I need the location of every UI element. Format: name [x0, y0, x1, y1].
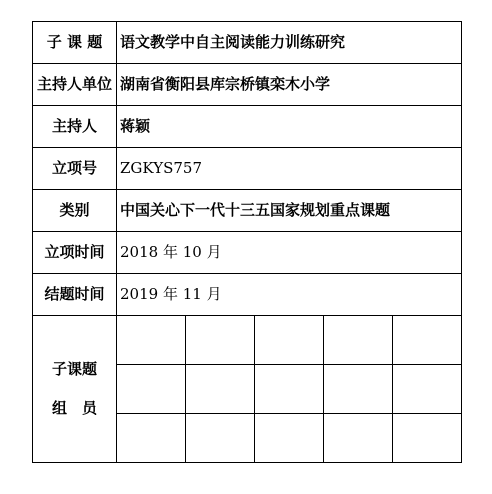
members-label — [33, 316, 117, 463]
subtopic-value: 语文教学中自主阅读能力训练研究 — [117, 22, 462, 64]
member-cell — [186, 365, 255, 414]
member-cell — [117, 414, 186, 463]
row-host-unit — [33, 64, 462, 106]
member-cell — [324, 365, 393, 414]
host-unit-label: 主持人单位 — [33, 64, 117, 106]
completion-date-value: 2019 年 11 月 — [117, 274, 462, 316]
member-cell — [393, 316, 462, 365]
member-cell — [324, 316, 393, 365]
members-row-1 — [33, 316, 462, 365]
members-label-line2: 组 员 — [51, 399, 97, 417]
row-project-number — [33, 148, 462, 190]
row-category — [33, 190, 462, 232]
row-completion-date — [33, 274, 462, 316]
member-cell — [393, 365, 462, 414]
member-cell — [324, 414, 393, 463]
member-cell — [255, 414, 324, 463]
host-label: 主持人 — [33, 106, 117, 148]
member-cell — [255, 316, 324, 365]
host-unit-value: 湖南省衡阳县库宗桥镇栾木小学 — [117, 64, 462, 106]
completion-date-label: 结题时间 — [33, 274, 117, 316]
row-subtopic — [33, 22, 462, 64]
subtopic-label: 子 课 题 — [33, 22, 117, 64]
member-cell — [393, 414, 462, 463]
project-number-label: 立项号 — [33, 148, 117, 190]
host-value: 蒋颖 — [117, 106, 462, 148]
row-approval-date — [33, 232, 462, 274]
approval-date-label: 立项时间 — [33, 232, 117, 274]
member-cell — [117, 316, 186, 365]
member-cell — [186, 316, 255, 365]
project-info-table — [32, 21, 462, 463]
row-host — [33, 106, 462, 148]
member-cell — [117, 365, 186, 414]
approval-date-value: 2018 年 10 月 — [117, 232, 462, 274]
project-number-value: ZGKYS757 — [117, 148, 462, 190]
member-cell — [255, 365, 324, 414]
category-value: 中国关心下一代十三五国家规划重点课题 — [117, 190, 462, 232]
category-label: 类别 — [33, 190, 117, 232]
members-label-line1: 子课题 — [51, 360, 97, 378]
member-cell — [186, 414, 255, 463]
